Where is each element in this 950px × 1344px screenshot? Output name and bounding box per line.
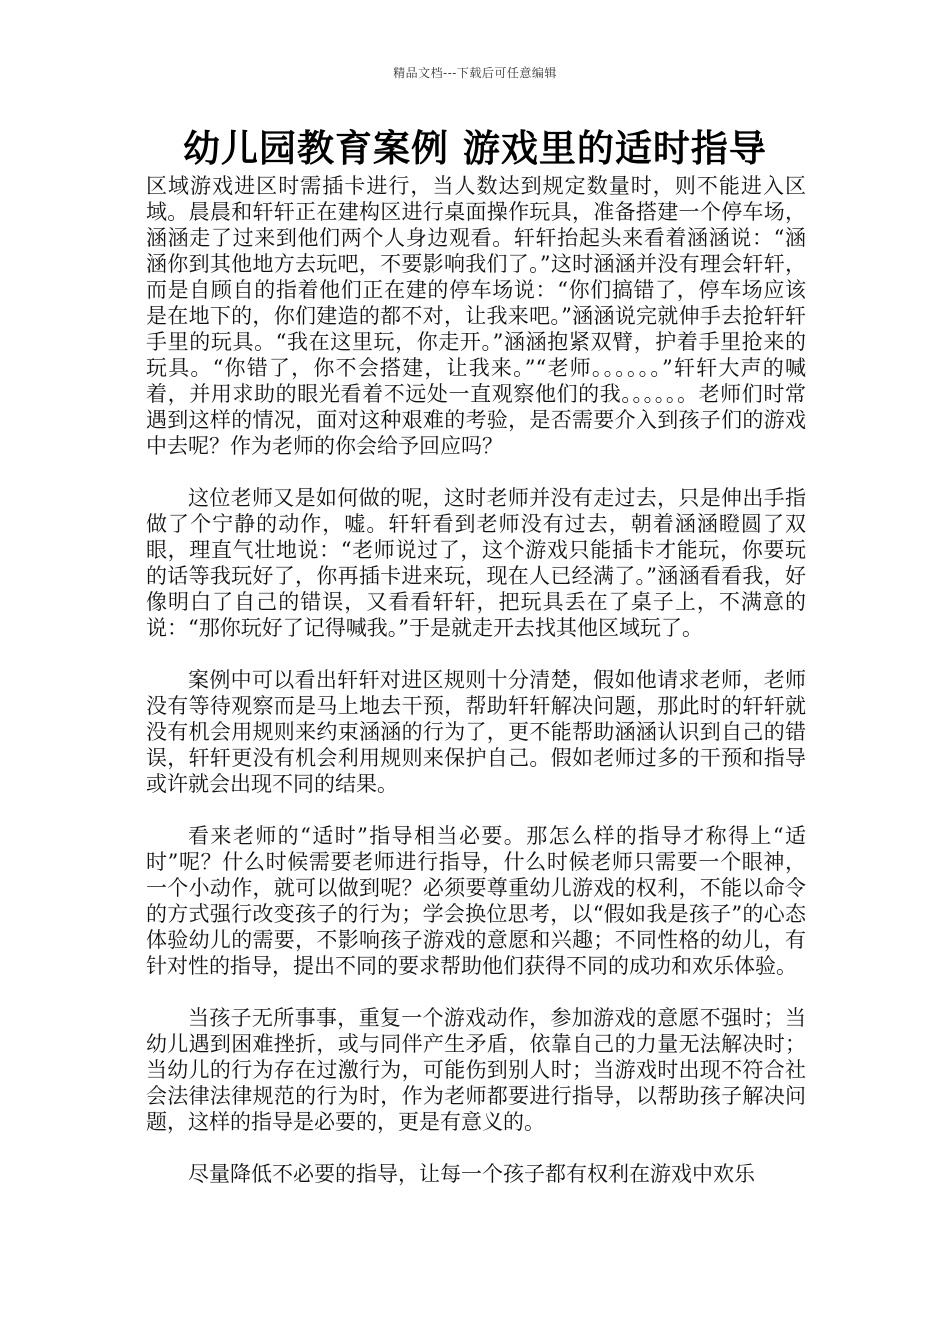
paragraph-6: 尽量降低不必要的指导，让每一个孩子都有权利在游戏中欢乐 — [188, 1162, 755, 1186]
document-title: 幼儿园教育案例 游戏里的适时指导 — [183, 126, 767, 170]
paragraph-5: 当孩子无所事事，重复一个游戏动作，参加游戏的意愿不强时；当幼儿遇到困难挫折，或与同伴产生矛盾，依靠自己的力量无法解决时；当幼儿的行为存在过激行为，可能伤到别人时；当游戏时出现不符合社会法律法律规范的行为时，作为老师都要进行指导，以帮助孩子解决问题，这样的指导是必要的，更是有意义的。 — [146, 1006, 806, 1134]
document-body — [146, 173, 806, 1213]
paragraph-3: 案例中可以看出轩轩对进区规则十分清楚，假如他请求老师，老师没有等待观察而是马上地去干预，帮助轩轩解决问题，那此时的轩轩就没有机会用规则来约束涵涵的行为了，更不能帮助涵涵认识到自己的错误，轩轩更没有机会利用规则来保护自己。假如老师过多的干预和指导或许就会出现不同的结果。 — [146, 668, 806, 796]
paragraph-4: 看来老师的“适时”指导相当必要。那怎么样的指导才称得上“适时”呢？什么时候需要老师进行指导，什么时候老师只需要一个眼神，一个小动作，就可以做到呢？必须要尊重幼儿游戏的权利，不能以命令的方式强行改变孩子的行为；学会换位思考，以“假如我是孩子”的心态体验幼儿的需要，不影响孩子游戏的意愿和兴趣；不同性格的幼儿，有针对性的指导，提出不同的要求帮助他们获得不同的成功和欢乐体验。 — [146, 824, 806, 978]
paragraph-2: 这位老师又是如何做的呢，这时老师并没有走过去，只是伸出手指做了个宁静的动作，嘘。轩轩看到老师没有过去，朝着涵涵瞪圆了双眼，理直气壮地说：“老师说过了，这个游戏只能插卡才能玩，你要玩的话等我玩好了，你再插卡进来玩，现在人已经满了。”涵涵看看我，好像明白了自己的错误，又看看轩轩，把玩具丢在了桌子上，不满意的说：“那你玩好了记得喊我。”于是就走开去找其他区域玩了。 — [146, 486, 806, 640]
paragraph-1: 区域游戏进区时需插卡进行，当人数达到规定数量时，则不能进入区域。晨晨和轩轩正在建构区进行桌面操作玩具，准备搭建一个停车场，涵涵走了过来到他们两个人身边观看。轩轩抬起头来看着涵涵说：“涵涵你到其他地方去玩吧，不要影响我们了。”这时涵涵并没有理会轩轩，而是自顾自的指着他们正在建的停车场说：“你们搞错了，停车场应该是在地下的，你们建造的都不对，让我来吧。”涵涵说完就伸手去抢轩轩手里的玩具。“我在这里玩，你走开。”涵涵抱紧双臂，护着手里抢来的玩具。“你错了，你不会搭建，让我来。”“老师。。。。。。”轩轩大声的喊着，并用求助的眼光看着不远处一直观察他们的我。。。。。。老师们时常遇到这样的情况，面对这种艰难的考验，是否需要介入到孩子们的游戏中去呢？作为老师的你会给予回应吗？ — [146, 174, 806, 458]
page-header: 精品文档---下载后可任意编辑 — [393, 66, 557, 80]
